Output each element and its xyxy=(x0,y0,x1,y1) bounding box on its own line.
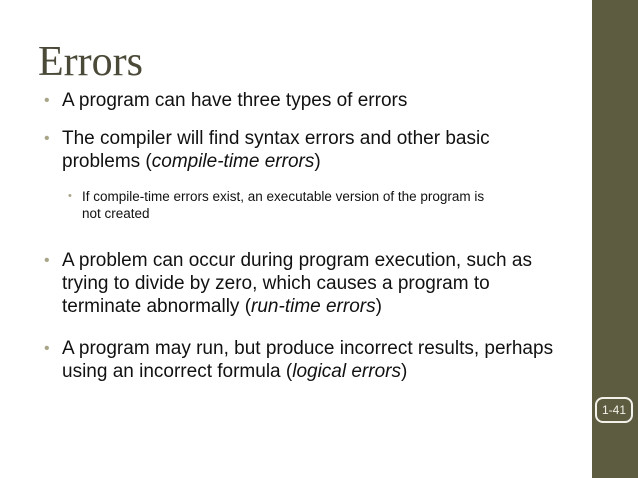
text-part: ) xyxy=(375,296,382,317)
text-part: using an incorrect formula ( xyxy=(62,361,293,382)
italic-term: run-time errors xyxy=(251,296,376,317)
slide-title: Errors xyxy=(38,39,143,85)
bullet-dot: • xyxy=(44,92,50,109)
sub-bullet-executable xyxy=(68,188,572,222)
bullet-text-line2 xyxy=(62,150,582,173)
slide-number: 1-41 xyxy=(595,397,633,423)
text-part: problems ( xyxy=(62,151,152,172)
bullet-three-types xyxy=(44,89,582,112)
bullet-logical xyxy=(44,337,582,383)
bullet-dot: • xyxy=(68,190,72,202)
bullet-text-line1: A program may run, but produce incorrect results, perhaps xyxy=(62,338,554,359)
text-part: terminate abnormally ( xyxy=(62,296,252,317)
bullet-dot: • xyxy=(44,252,50,269)
bullet-text-line1: The compiler will find syntax errors and other basic xyxy=(62,128,490,149)
bullet-text-line1: A problem can occur during program execution, such as xyxy=(62,250,532,271)
bullet-dot: • xyxy=(44,340,50,357)
bullet-text-line2 xyxy=(62,360,582,383)
bullet-compile-time xyxy=(44,127,582,173)
italic-term: logical errors xyxy=(292,361,401,382)
text-part: ) xyxy=(314,151,321,172)
bullet-text: A program can have three types of errors xyxy=(62,90,408,111)
bullet-run-time xyxy=(44,249,582,318)
italic-term: compile-time errors xyxy=(151,151,315,172)
bullet-text-line1: If compile-time errors exist, an executable version of the program is xyxy=(82,189,485,204)
bullet-text-line3 xyxy=(62,295,582,318)
bullet-dot: • xyxy=(44,130,50,147)
bullet-text-line2: not created xyxy=(82,206,150,221)
text-part: ) xyxy=(400,361,408,382)
bullet-text-line2: trying to divide by zero, which causes a program to xyxy=(62,273,490,294)
